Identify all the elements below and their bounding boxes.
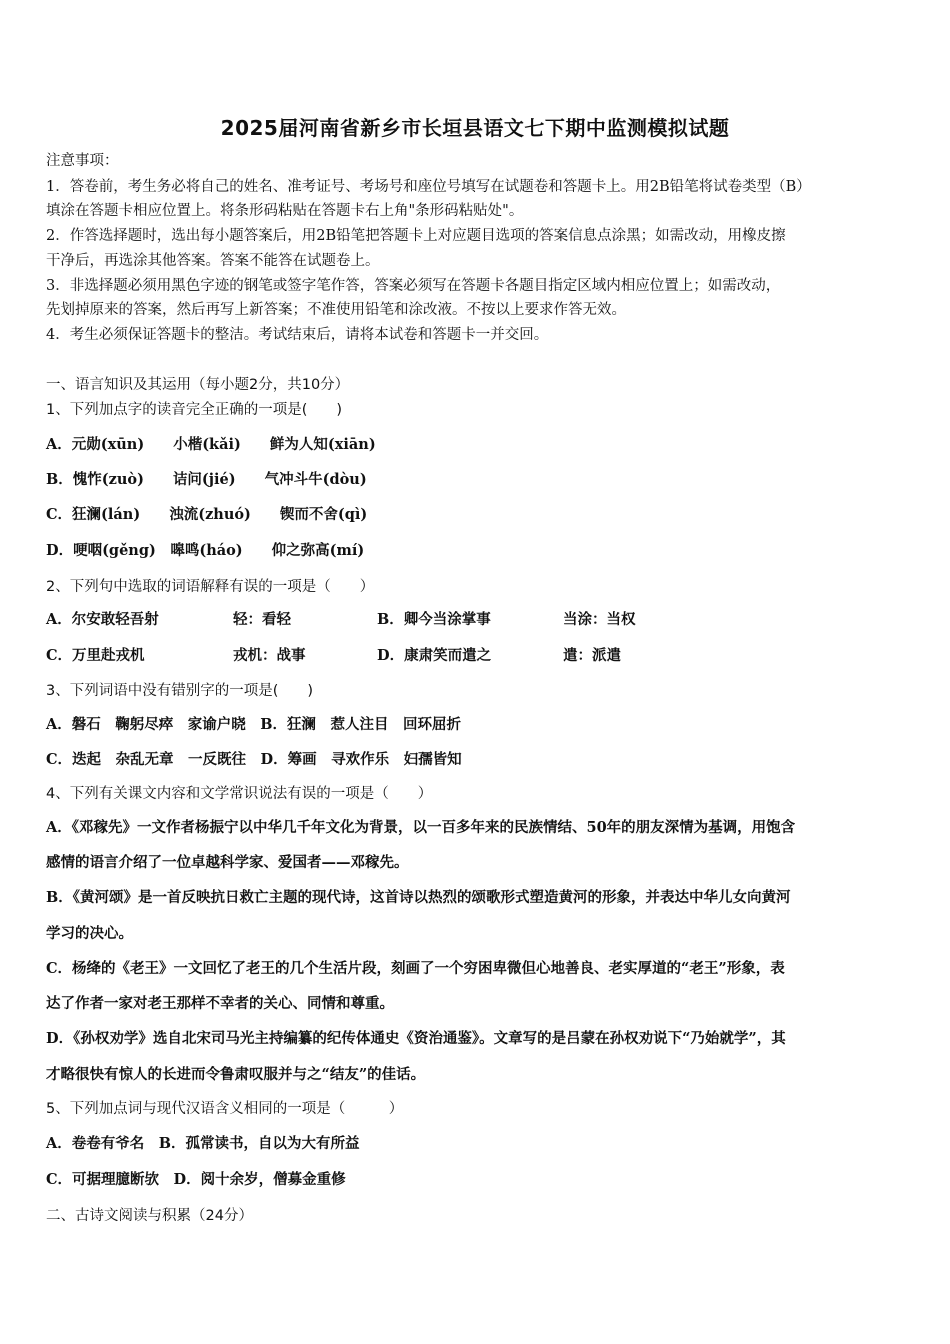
question-stem: 4、下列有关课文内容和文学常识说法有误的一项是（ ）: [46, 786, 433, 802]
option-b: B．卿今当涂掌事: [377, 611, 491, 628]
question-stem: 1、下列加点字的读音完全正确的一项是( ): [46, 402, 343, 418]
notice-line: 填涂在答题卡相应位置上。将条形码粘贴在答题卡右上角"条形码粘贴处"。: [46, 203, 524, 219]
option-d: D．《孙权劝学》选自北宋司马光主持编纂的纪传体通史《资治通鉴》。文章写的是吕蒙在孙权劝说下“乃始就学”，其: [46, 1030, 786, 1047]
option-a-explanation: 轻：看轻: [233, 611, 291, 628]
option-a: A．元勋(xūn) 小楷(kǎi) 鲜为人知(xiān): [46, 436, 376, 453]
page-title: 2025届河南省新乡市长垣县语文七下期中监测模拟试题: [220, 116, 730, 140]
option-a: A．《邓稼先》一文作者杨振宁以中华几千年文化为背景，以一百多年来的民族情结、50年的朋友深情为基调，用饱含: [46, 819, 796, 836]
option-row: A．卷卷有爷名 B．孤常读书，自以为大有所益: [46, 1135, 360, 1152]
option-c-explanation: 戎机：战事: [233, 647, 306, 664]
option-a: A．尔安敢轻吾射: [46, 611, 159, 628]
option-c-cont: 达了作者一家对老王那样不幸者的关心、同情和尊重。: [46, 995, 394, 1012]
option-row: A．磐石 鞠躬尽瘁 家谕户晓 B．狂澜 惹人注目 回环屈折: [46, 716, 462, 733]
option-c: C．杨绛的《老王》一文回忆了老王的几个生活片段，刻画了一个穷困卑微但心地善良、老实厚道的“老王”形象，表: [46, 960, 785, 977]
notice-line: 4．考生必须保证答题卡的整洁。考试结束后，请将本试卷和答题卡一并交回。: [46, 327, 549, 343]
option-row: C．可据理臆断欤 D．阅十余岁，僧募金重修: [46, 1171, 346, 1188]
section-heading: 一、语言知识及其运用（每小题2分，共10分）: [46, 377, 350, 393]
option-b: B．愧怍(zuò) 诘问(jié) 气冲斗牛(dòu): [46, 471, 367, 488]
section-heading: 二、古诗文阅读与积累（24分）: [46, 1208, 253, 1224]
option-b-cont: 学习的决心。: [46, 925, 133, 942]
notice-heading: 注意事项：: [46, 153, 119, 169]
notice-line: 先划掉原来的答案，然后再写上新答案；不准使用铅笔和涂改液。不按以上要求作答无效。: [46, 302, 626, 318]
notice-line: 1．答卷前，考生务必将自己的姓名、准考证号、考场号和座位号填写在试题卷和答题卡上。用2B铅笔将试卷类型（B）: [46, 179, 811, 195]
option-row: C．迭起 杂乱无章 一反既往 D．筹画 寻欢作乐 妇孺皆知: [46, 751, 462, 768]
question-stem: 5、下列加点词与现代汉语含义相同的一项是（ ）: [46, 1101, 404, 1117]
question-stem: 3、下列词语中没有错别字的一项是( ): [46, 683, 314, 699]
option-b: B．《黄河颂》是一首反映抗日救亡主题的现代诗，这首诗以热烈的颂歌形式塑造黄河的形象，并表达中华儿女向黄河: [46, 889, 791, 906]
option-a-cont: 感情的语言介绍了一位卓越科学家、爱国者——邓稼先。: [46, 854, 409, 871]
option-d-explanation: 遣：派遣: [563, 647, 621, 664]
notice-line: 干净后，再选涂其他答案。答案不能答在试题卷上。: [46, 253, 380, 269]
option-d: D．哽咽(gěng) 嗥鸣(háo) 仰之弥高(mí): [46, 542, 365, 559]
notice-line: 3．非选择题必须用黑色字迹的钢笔或签字笔作答，答案必须写在答题卡各题目指定区域内相应位置上；如需改动，: [46, 278, 781, 294]
option-b-explanation: 当涂：当权: [563, 611, 636, 628]
option-d: D．康肃笑而遣之: [377, 647, 492, 664]
question-stem: 2、下列句中选取的词语解释有误的一项是（ ）: [46, 579, 375, 595]
notice-line: 2．作答选择题时，选出每小题答案后，用2B铅笔把答题卡上对应题目选项的答案信息点涂黑；如需改动，用橡皮擦: [46, 228, 786, 244]
option-d-cont: 才略很快有惊人的长进而令鲁肃叹服并与之“结友”的佳话。: [46, 1066, 426, 1083]
option-c: C．万里赴戎机: [46, 647, 145, 664]
option-c: C．狂澜(lán) 浊流(zhuó) 锲而不舍(qì): [46, 506, 368, 523]
